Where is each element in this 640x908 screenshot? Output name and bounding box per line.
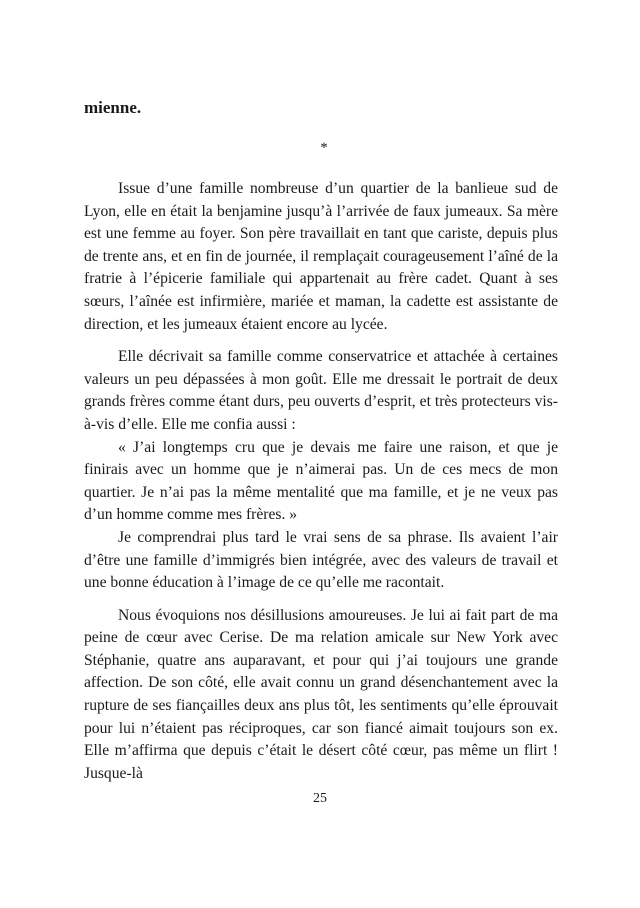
paragraph-understanding: Je comprendrai plus tard le vrai sens de sa phrase. Ils avaient l’air d’être une famille d’immigrés bien intégrée, avec des valeurs de travail et une bonne éducation à l’image de ce qu’elle me racontait. [84, 528, 558, 592]
paragraph-quote: « J’ai longtemps cru que je devais me faire une raison, et que je finirais avec un homme que je n’aimerai pas. Un de ces mecs de mon quartier. Je n’ai pas la même mentalité que ma famille, et je ne veux pas d’un homme comme mes frères. » [84, 438, 558, 524]
paragraph-family-description: Elle décrivait sa famille comme conservatrice et attachée à certaines valeurs un peu dépassées à mon goût. Elle me dressait le portrait de deux grands frères comme étant durs, peu ouverts d’esprit, et très protecteurs vis-à-vis d’elle. Elle me confia aussi : [84, 348, 558, 433]
section-separator: * [320, 140, 328, 156]
page-number: 25 [313, 791, 327, 806]
paragraph-disillusions: Nous évoquions nos désillusions amoureuses. Je lui ai fait part de ma peine de cœur avec Cerise. De ma relation amicale sur New York avec Stéphanie, quatre ans auparavant, et pour qui j’ai toujours une grande affection. De son côté, elle avait connu un grand désenchantement avec la rupture de ses fiançailles deux ans plus tôt, les sentiments qu’elle éprouvait pour lui n’étaient pas réciproques, car son fiancé aimait toujours son ex. Elle m’affirma que depuis c’était le désert côté cœur, pas même un flirt ! Jusque-là [84, 606, 558, 782]
book-page [84, 96, 558, 836]
paragraph-family-background: Issue d’une famille nombreuse d’un quartier de la banlieue sud de Lyon, elle en était la benjamine jusqu’à l’arrivée de faux jumeaux. Sa mère est une femme au foyer. Son père travaillait en tant que cariste, depuis plus de trente ans, et en fin de journée, il remplaçait courageusement l’aîné de la fratrie à l’épicerie familiale qui appartenait au frère cadet. Quant à ses sœurs, l’aînée est infirmière, mariée et maman, la cadette est assistante de direction, et les jumeaux étaient encore au lycée. [84, 180, 558, 333]
opening-fragment: mienne. [84, 98, 142, 117]
